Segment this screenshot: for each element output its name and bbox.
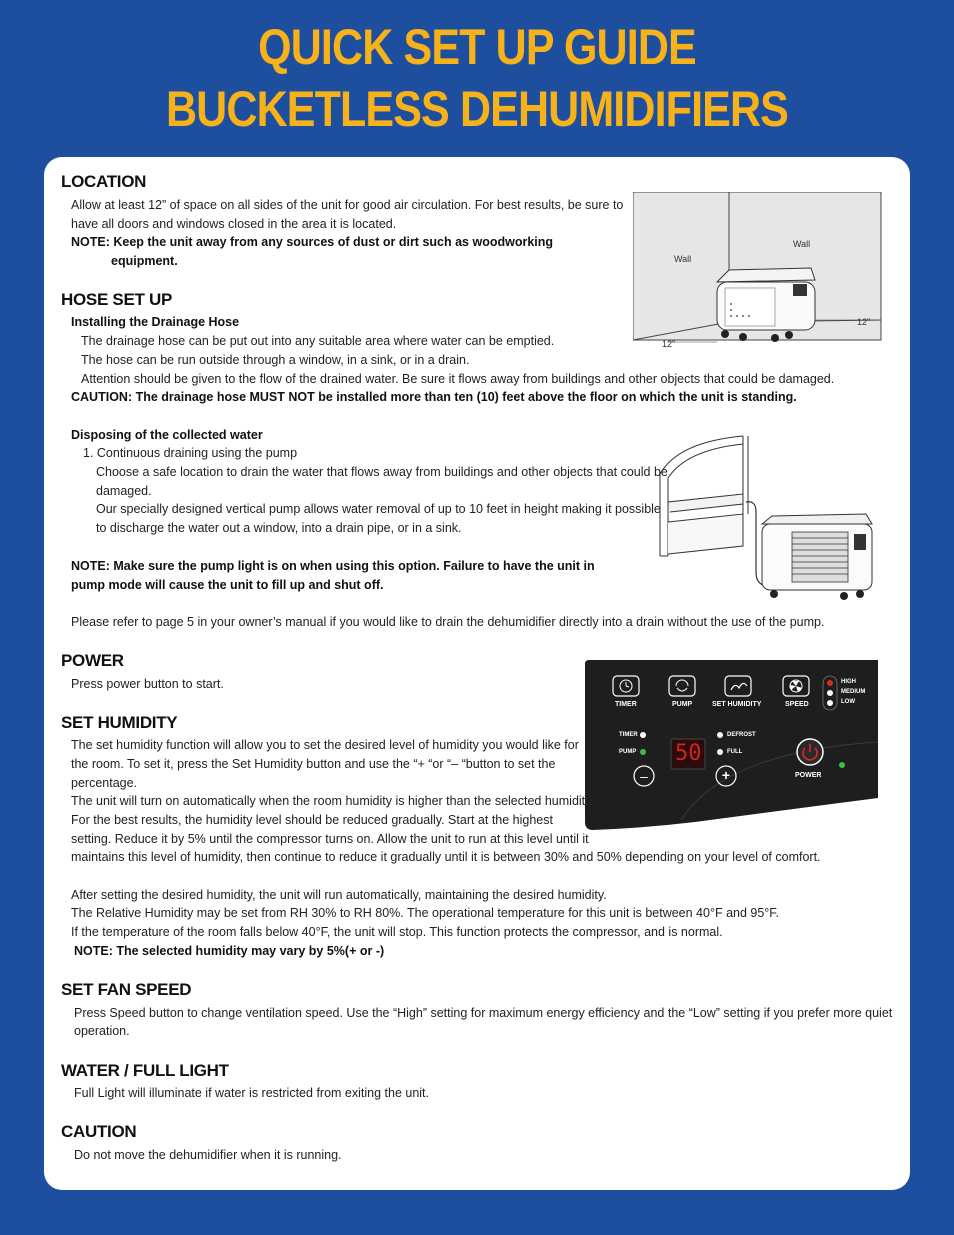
pump-note-1: NOTE: Make sure the pump light is on when using this option. Failure to have the unit in [71,559,595,573]
humidity-text-1: The set humidity function will allow you to set the desired level of humidity you would like for [71,738,579,752]
panel-label-power: POWER [795,772,822,779]
hose-detail-2: damaged. [96,484,152,498]
panel-indicator-full: FULL [727,749,743,755]
humidity-heading: SET HUMIDITY [61,713,178,732]
humidity-note: NOTE: The selected humidity may vary by 5%(+ or -) [74,944,385,958]
fan-text-2: operation. [74,1024,130,1038]
power-heading: POWER [61,651,124,670]
water-heading: WATER / FULL LIGHT [61,1061,229,1080]
power-text: Press power button to start. [71,677,224,691]
hose-heading: HOSE SET UP [61,290,173,309]
location-heading: LOCATION [61,172,147,191]
location-text-1: Allow at least 12” of space on all sides of the unit for good air circulation. For best results, be sure to [71,198,624,212]
water-text: Full Light will illuminate if water is restricted from exiting the unit. [74,1086,429,1100]
hose-detail-4: to discharge the water out a window, into a drain pipe, or in a sink. [96,521,462,535]
panel-label-medium: MEDIUM [841,689,866,695]
humidity-text-10: If the temperature of the room falls below 40°F, the unit will stop. This function protects the compressor, and is normal. [71,925,723,939]
panel-indicator-pump: PUMP [619,749,637,755]
control-panel [585,660,878,830]
panel-label-set-humidity: SET HUMIDITY [712,701,762,708]
location-note-1: NOTE: Keep the unit away from any sources of dust or dirt such as woodworking [71,235,554,249]
panel-indicator-defrost: DEFROST [727,732,756,738]
humidity-text-9: The Relative Humidity may be set from RH 30% to RH 80%. The operational temperature for this unit is between 40°F and 95°F. [71,906,780,920]
figure-wall-left-label: Wall [674,254,692,264]
plus-button[interactable]: + [721,767,731,783]
humidity-display: 50 [675,741,702,766]
humidity-text-5: For the best results, the humidity level should be reduced gradually. Start at the highest [71,813,553,827]
humidity-text-2: the room. To set it, press the Set Humidity button and use the “+ “or “– “button to set the [71,757,556,771]
fan-heading: SET FAN SPEED [61,980,192,999]
humidity-text-8: After setting the desired humidity, the unit will run automatically, maintaining the desired humidity. [71,888,607,902]
hose-text-1: The drainage hose can be put out into any suitable area where water can be emptied. [81,334,555,348]
panel-label-pump: PUMP [672,701,693,708]
page-title-line-1: QUICK SET UP GUIDE [258,19,696,75]
panel-label-high: HIGH [841,679,856,685]
hose-detail-1: Choose a safe location to drain the water that flows away from buildings and other objects that could be [96,465,668,479]
figure-wall-right-label: Wall [793,239,811,249]
caution-heading: CAUTION [61,1122,137,1141]
humidity-text-3: percentage. [71,776,138,790]
page-title-line-2: BUCKETLESS DEHUMIDIFIERS [165,81,788,137]
humidity-text-6: setting. Reduce it by 5% until the compressor turns on. Allow the unit to run at this level until it [71,832,589,846]
hose-item-1: 1. Continuous draining using the pump [83,446,298,460]
unit-placement-figure [633,192,883,352]
panel-label-speed: SPEED [785,701,809,708]
figure-dim-left-label: 12” [662,339,676,349]
minus-button[interactable]: – [640,768,648,784]
panel-indicator-timer: TIMER [619,732,638,738]
fan-text-1: Press Speed button to change ventilation speed. Use the “High” setting for maximum energy efficiency and the “Low” setting if you prefer more quiet [74,1006,893,1020]
location-text-2: have all doors and windows closed in the area it is located. [71,217,397,231]
hose-caution: CAUTION: The drainage hose MUST NOT be installed more than ten (10) feet above the floor on which the unit is standing. [71,390,797,404]
caution-text: Do not move the dehumidifier when it is running. [74,1148,342,1162]
panel-label-low: LOW [841,699,855,705]
humidity-text-7: maintains this level of humidity, then continue to reduce it gradually until it is between 30% and 50% depending on your level of comfort. [71,850,821,864]
pump-window-figure [648,432,883,607]
figure-dim-right-label: 12” [857,317,871,327]
hose-subheading-installing: Installing the Drainage Hose [71,315,240,329]
hose-detail-3: Our specially designed vertical pump allows water removal of up to 10 feet in height making it possible [96,502,661,516]
hose-text-2: The hose can be run outside through a window, in a sink, or in a drain. [81,353,470,367]
hose-subheading-disposing: Disposing of the collected water [71,428,263,442]
hose-text-3: Attention should be given to the flow of the drained water. Be sure it flows away from buildings and other objects that could be damaged. [81,372,835,386]
pump-note-2: pump mode will cause the unit to fill up and shut off. [71,578,384,592]
location-note-2: equipment. [111,254,178,268]
panel-label-timer: TIMER [615,701,637,708]
refer-owners-manual: Please refer to page 5 in your owner’s manual if you would like to drain the dehumidifier directly into a drain without the use of the pump. [71,615,825,629]
humidity-text-4: The unit will turn on automatically when the room humidity is higher than the selected humidity. [71,794,594,808]
